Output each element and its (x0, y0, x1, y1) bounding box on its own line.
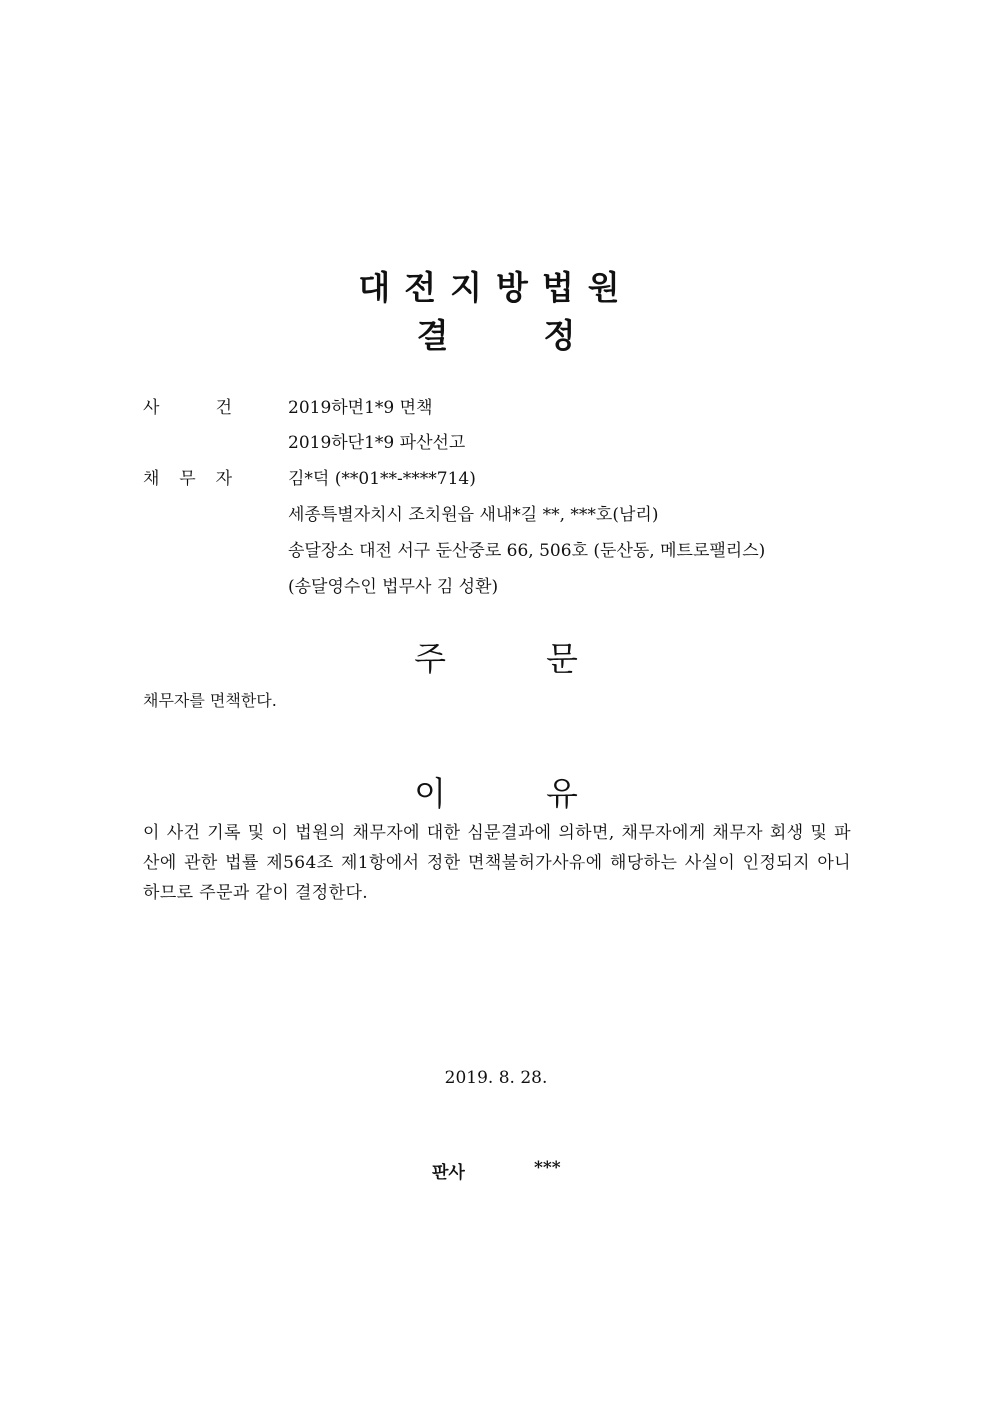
case-number-bankruptcy: 2019하단1*9 파산선고 (288, 433, 466, 453)
debtor-name: 김*덕 (**01**-****714) (288, 469, 476, 489)
debtor-label: 채 무 자 (143, 469, 232, 489)
judge-name: *** (534, 1158, 561, 1178)
debtor-address: 세종특별자치시 조치원읍 새내*길 **, ***호(남리) (288, 505, 659, 525)
document-type-title (0, 310, 992, 357)
document-type-char-2: 정 (543, 316, 576, 355)
reason-title: 이 유 (414, 774, 578, 813)
decision-date: 2019. 8. 28. (444, 1068, 548, 1088)
document-type-char-1: 결 (416, 316, 449, 355)
order-title: 주 문 (414, 639, 578, 678)
case-number-discharge: 2019하면1*9 면책 (288, 398, 433, 418)
judge-label: 판사 (432, 1163, 465, 1183)
delivery-address: 송달장소 대전 서구 둔산중로 66, 506호 (둔산동, 메트로팰리스) (288, 541, 766, 561)
case-label: 사 건 (143, 398, 232, 418)
reason-text: 이 사건 기록 및 이 법원의 채무자에 대한 심문결과에 의하면, 채무자에게 채무자 회생 및 파산에 관한 법률 제564조 제1항에서 정한 면책불허가사유에 해당하는 사실이 인정되지 아니하므로 주문과 같이 결정한다. (143, 823, 851, 903)
order-text: 채무자를 면책한다. (143, 691, 277, 710)
court-name: 대전지방법원 (358, 268, 634, 307)
delivery-agent: (송달영수인 법무사 김 성환) (288, 577, 499, 597)
